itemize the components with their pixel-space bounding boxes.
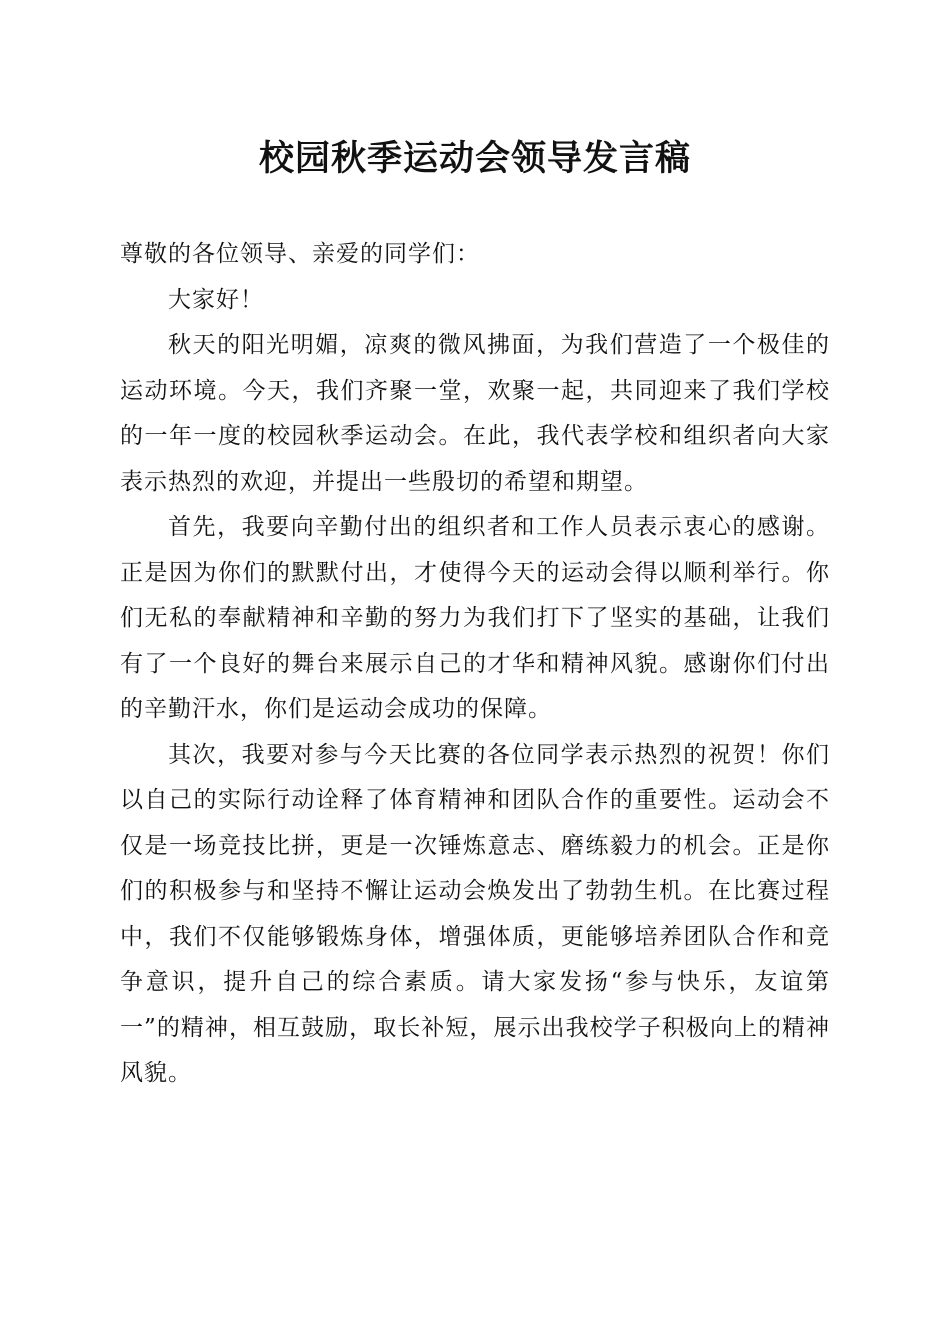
- document-title: 校园秋季运动会领导发言稿: [258, 138, 691, 179]
- paragraph-opening: 秋天的阳光明媚，凉爽的微风拂面，为我们营造了一个极佳的运动环境。今天，我们齐聚一堂，欢聚一起，共同迎来了我们学校的一年一度的校园秋季运动会。在此，我代表学校和组织者向大家表示热烈的欢迎，并提出一些殷切的希望和期望。: [120, 332, 830, 495]
- document-body: [120, 232, 830, 1097]
- paragraph-greeting: 大家好！: [168, 286, 264, 313]
- paragraph-congratulations: 其次，我要对参与今天比赛的各位同学表示热烈的祝贺！你们以自己的实际行动诠释了体育精神和团队合作的重要性。运动会不仅是一场竞技比拼，更是一次锤炼意志、磨练毅力的机会。正是你们的积极参与和坚持不懈让运动会焕发出了勃勃生机。在比赛过程中，我们不仅能够锻炼身体，增强体质，更能够培养团队合作和竞争意识，提升自己的综合素质。请大家发扬“参与快乐，友谊第一”的精神，相互鼓励，取长补短，展示出我校学子积极向上的精神风貌。: [120, 741, 830, 1086]
- salutation: 尊敬的各位领导、亲爱的同学们：: [120, 241, 480, 267]
- paragraph-thanks: 首先，我要向辛勤付出的组织者和工作人员表示衷心的感谢。正是因为你们的默默付出，才使得今天的运动会得以顺利举行。你们无私的奉献精神和辛勤的努力为我们打下了坚实的基础，让我们有了一个良好的舞台来展示自己的才华和精神风貌。感谢你们付出的辛勤汗水，你们是运动会成功的保障。: [120, 514, 830, 722]
